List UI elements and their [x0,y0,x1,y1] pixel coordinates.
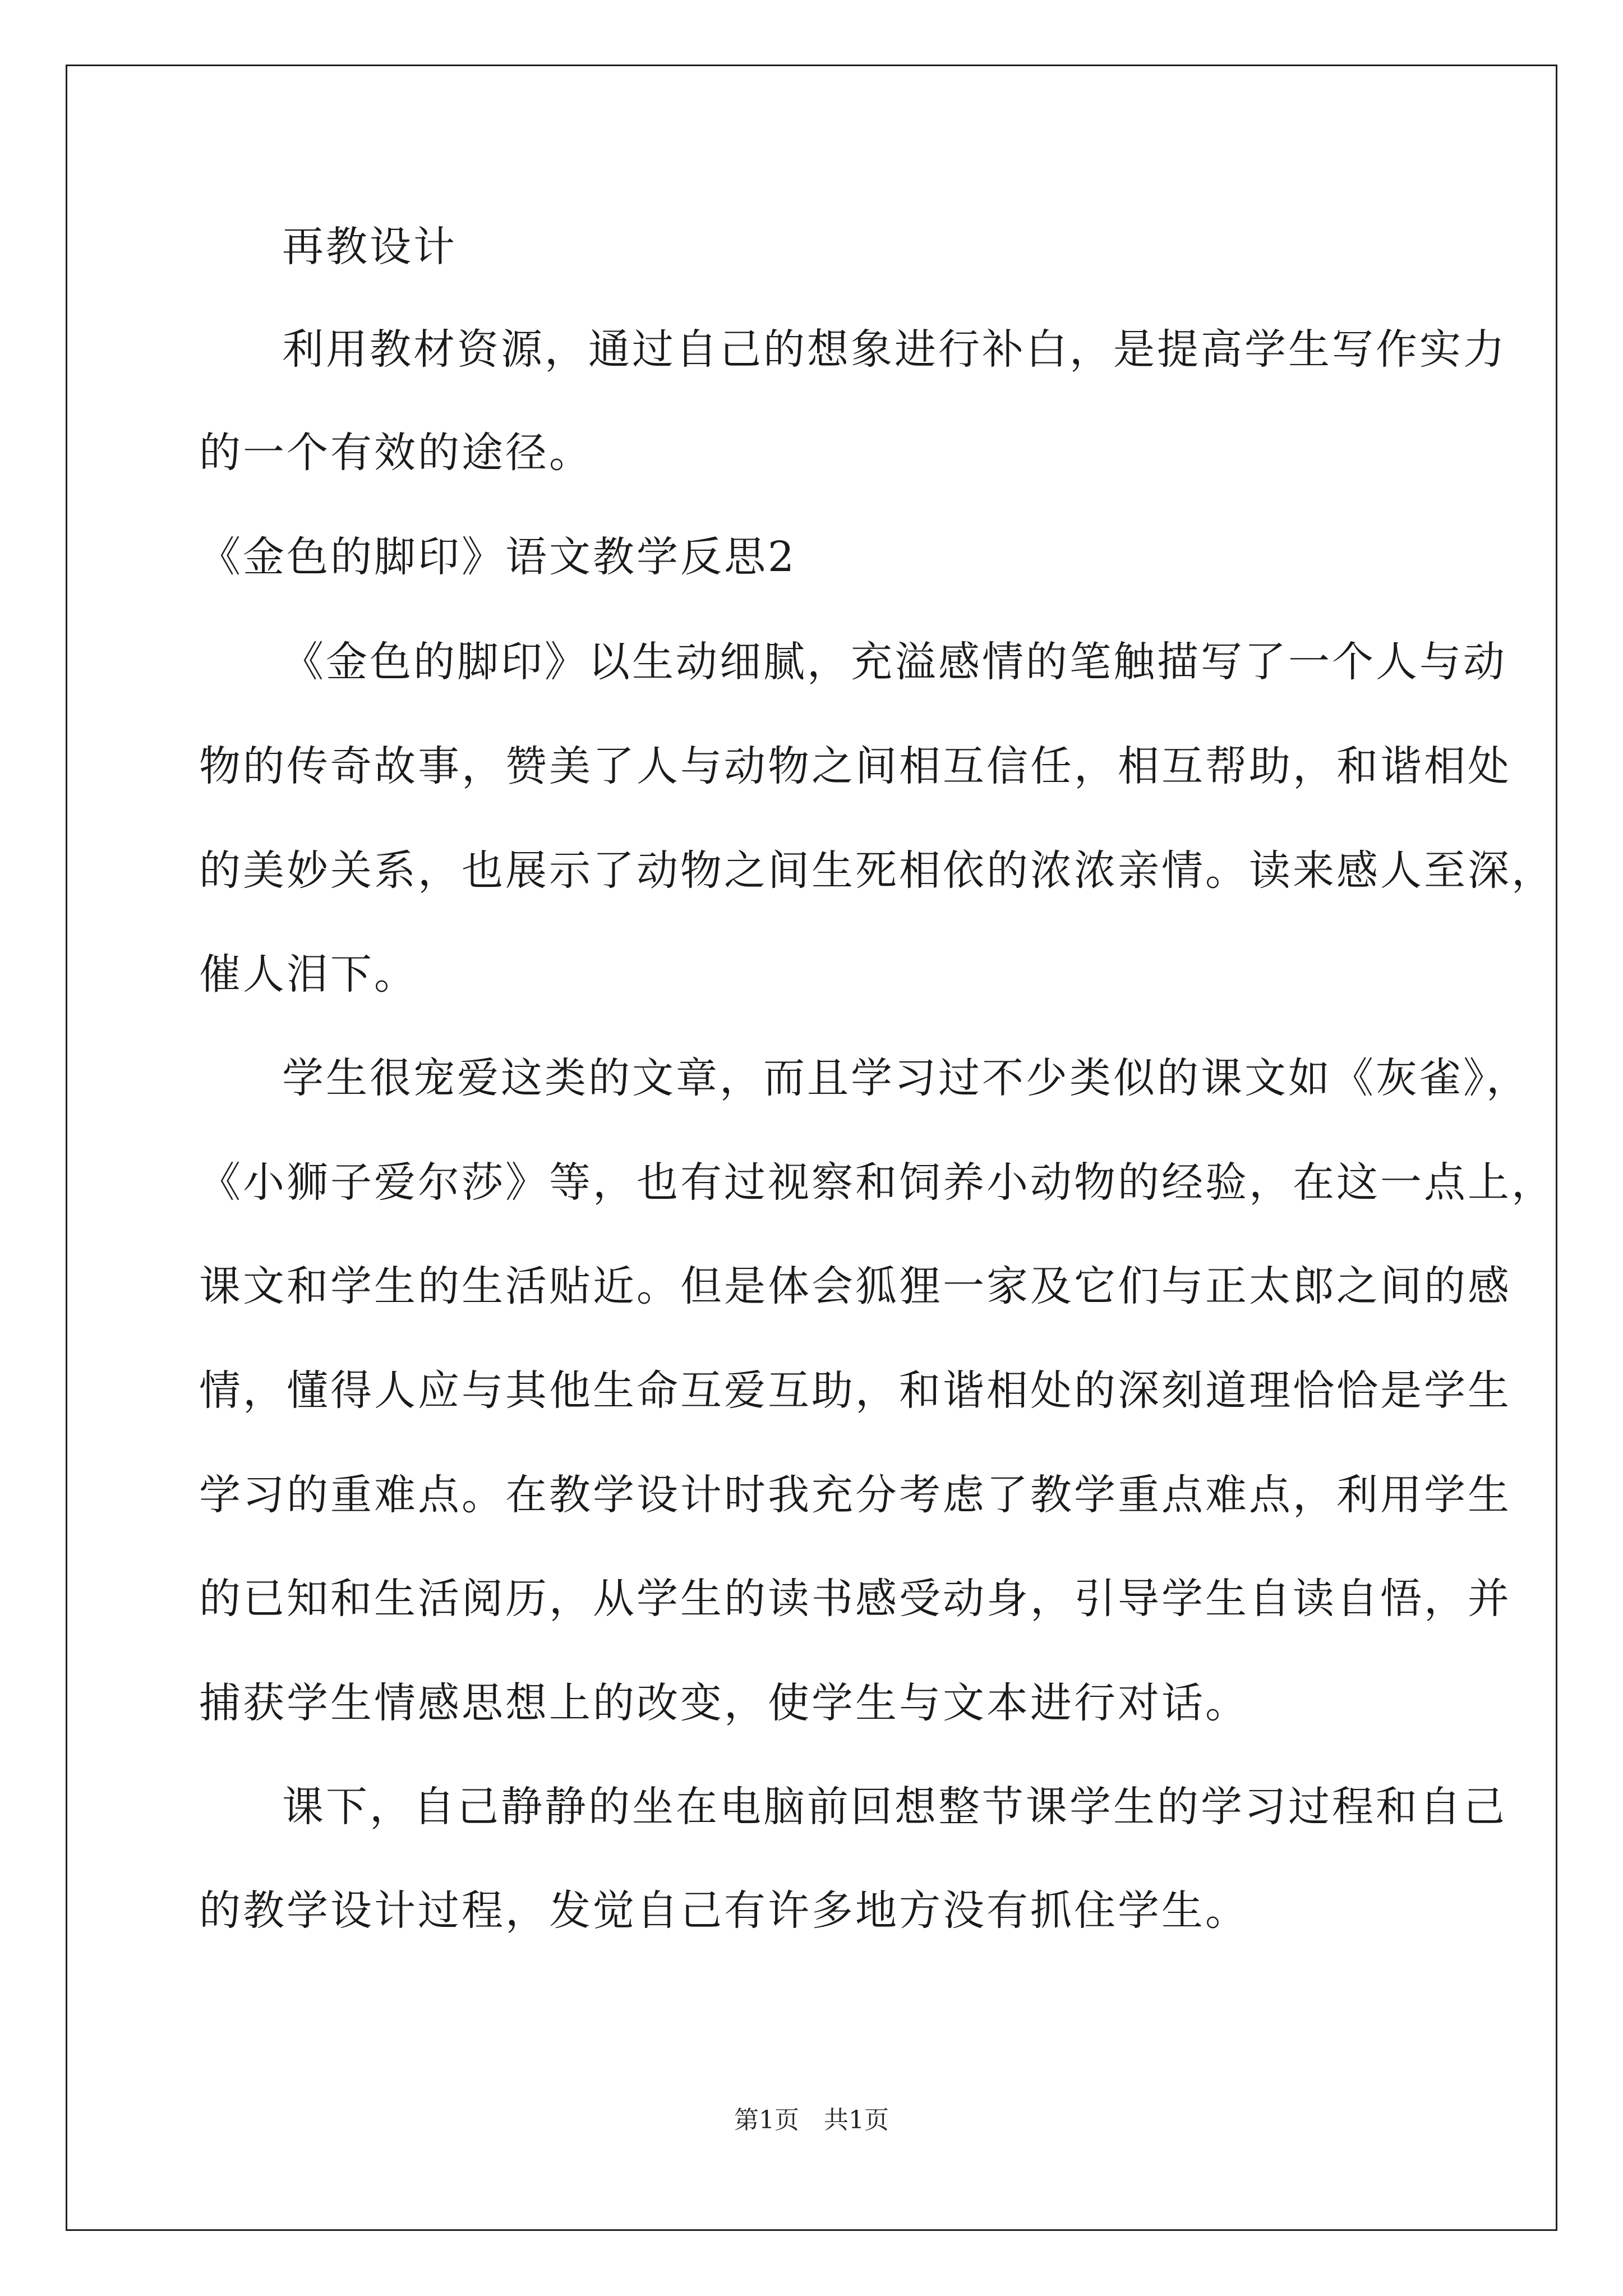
section-heading-redesign: 再教设计 [282,223,457,271]
article-title: 《金色的脚印》语文教学反思2 [199,533,797,581]
paragraph-line: 《金色的脚印》以生动细腻，充溢感情的笔触描写了一个人与动 [282,638,1507,686]
paragraph-line: 学生很宠爱这类的文章，而且学习过不少类似的课文如《灰雀》， [282,1054,1530,1102]
paragraph-line: 的已知和生活阅历，从学生的读书感受动身，引导学生自读自悟，并 [199,1575,1511,1623]
page-footer: 第1页 共1页 [734,2106,889,2134]
paragraph-line: 的美妙关系，也展示了动物之间生死相依的浓浓亲情。读来感人至深， [199,846,1555,895]
paragraph-line: 学习的重难点。在教学设计时我充分考虑了教学重点难点，利用学生 [199,1471,1511,1519]
paragraph-line: 情，懂得人应与其他生命互爱互助，和谐相处的深刻道理恰恰是学生 [199,1366,1511,1415]
paragraph-line: 的教学设计过程，发觉自己有许多地方没有抓住学生。 [199,1887,1249,1935]
paragraph-line: 催人泪下。 [199,950,418,999]
paragraph-line: 《小狮子爱尔莎》等，也有过视察和饲养小动物的经验，在这一点上， [199,1158,1555,1207]
paragraph-line: 捕获学生情感思想上的改变，使学生与文本进行对话。 [199,1679,1249,1727]
paragraph-line: 的一个有效的途径。 [199,429,593,477]
paragraph-line: 物的传奇故事，赞美了人与动物之间相互信任，相互帮助，和谐相处 [199,742,1511,790]
paragraph-line: 课下，自己静静的坐在电脑前回想整节课学生的学习过程和自己 [282,1783,1507,1831]
paragraph-line: 利用教材资源，通过自己的想象进行补白，是提高学生写作实力 [282,325,1507,374]
paragraph-line: 课文和学生的生活贴近。但是体会狐狸一家及它们与正太郎之间的感 [199,1262,1511,1310]
